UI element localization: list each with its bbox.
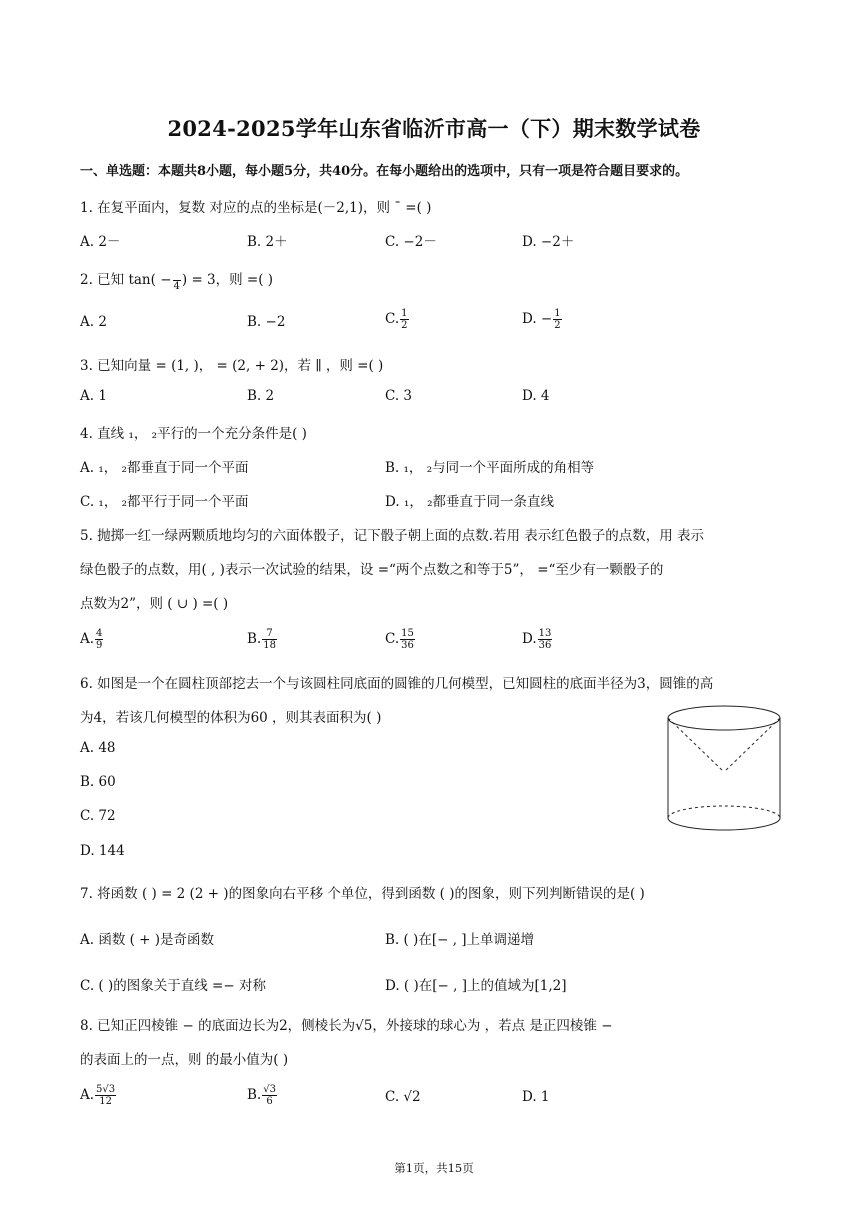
q4-option-c: C. ₁， ₂都平行于同一个平面	[80, 494, 249, 510]
question-5-line-2: 绿色骰子的点数，用( , )表示一次试验的结果，设 =“两个点数之和等于5”， =“至少有一颗骰子的	[80, 562, 664, 578]
q7-option-a: A. 函数 ( + )是奇函数	[80, 932, 215, 948]
q2-stem-part-a: 2. 已知 tan( −	[80, 272, 172, 288]
q5-option-c: C. $\frac{15}{36}$	[385, 628, 414, 651]
q2-option-d	[522, 308, 563, 331]
q5-option-d: D. $\frac{13}{36}$	[522, 628, 552, 651]
question-5-line-3: 点数为2”，则 ( ∪ ) =( )	[80, 596, 229, 612]
question-5-line-1: 5. 抛掷一红一绿两颗质地均匀的六面体骰子，记下骰子朝上面的点数.若用 表示红色骰子的点数，用 表示	[80, 528, 705, 544]
q2-option-c	[385, 308, 410, 331]
cone-right-slant	[724, 718, 780, 772]
q5-b-num: 7	[262, 628, 277, 640]
q5-a-num: 4	[96, 628, 103, 639]
q8-option-d: D. 1	[522, 1089, 550, 1105]
question-1-stem: 1. 在复平面内，复数 对应的点的坐标是(－2,1)，则 ¯ =( )	[80, 200, 432, 216]
q2-d-label: D. −	[522, 311, 553, 327]
q7-option-b: B. ( )在[− , ]上单调递增	[385, 932, 535, 948]
question-4-stem: 4. 直线 ₁， ₂平行的一个充分条件是( )	[80, 426, 307, 442]
q1-option-c: C. −2－	[385, 234, 437, 250]
q5-a-den: 9	[96, 640, 103, 651]
q3-option-a: A. 1	[80, 388, 107, 404]
cylinder-bottom-back	[668, 806, 780, 818]
q4-option-b: B. ₁， ₂与同一个平面所成的角相等	[385, 460, 595, 476]
question-8-line-1: 8. 已知正四棱锥 − 的底面边长为2，侧棱长为√5，外接球的球心为 ，若点 是正四棱锥 −	[80, 1018, 613, 1034]
q1-option-a: A. 2－	[80, 234, 121, 250]
q2-option-b: B. −2	[247, 314, 286, 330]
q6-option-c: C. 72	[80, 808, 116, 824]
page-footer: 第1页，共15页	[394, 1161, 474, 1175]
q2-c-den: 2	[401, 320, 408, 331]
q8-b-den: 6	[266, 1096, 273, 1107]
q5-d-den: 36	[538, 640, 552, 651]
question-7-stem: 7. 将函数 ( ) = 2 (2 + )的图象向右平移 个单位，得到函数 ( )的图象，则下列判断错误的是( )	[80, 886, 645, 902]
q2-c-num: 1	[401, 308, 408, 319]
q7-option-c: C. ( )的图象关于直线 =− 对称	[80, 978, 266, 994]
cylinder-top-ellipse	[668, 706, 780, 730]
q4-option-a: A. ₁， ₂都垂直于同一个平面	[80, 460, 249, 476]
q3-option-c: C. 3	[385, 388, 413, 404]
q8-a-num: 5√3	[96, 1084, 116, 1095]
section-heading: 一、单选题：本题共8小题，每小题5分，共40分。在每小题给出的选项中，只有一项是符合题目要求的。	[80, 164, 689, 179]
question-6-line-1: 6. 如图是一个在圆柱顶部挖去一个与该圆柱同底面的圆锥的几何模型，已知圆柱的底面半径为3，圆锥的高	[80, 676, 714, 692]
q1-option-b: B. 2＋	[247, 234, 288, 250]
cone-left-slant	[668, 718, 724, 772]
question-6-line-2: 为4，若该几何模型的体积为60 ，则其表面积为( )	[80, 710, 382, 726]
q8-a-label: A.	[80, 1087, 95, 1103]
q2-stem-part-b: ) = 3，则 =( )	[181, 272, 274, 288]
q2-d-num: 1	[554, 308, 561, 319]
q2-frac-num	[173, 269, 181, 281]
question-2-stem	[80, 268, 273, 292]
q5-c-den: 36	[401, 640, 414, 651]
q5-c-num: 15	[401, 628, 414, 639]
q5-b-den: 18	[263, 640, 276, 651]
q6-option-a: A. 48	[80, 740, 116, 756]
q8-b-num: √3	[263, 1084, 276, 1095]
q2-option-a: A. 2	[80, 314, 107, 330]
q3-option-b: B. 2	[247, 388, 275, 404]
q6-option-b: B. 60	[80, 774, 116, 790]
q8-option-a	[80, 1084, 117, 1107]
q2-c-label: C.	[385, 311, 400, 327]
q8-option-b	[247, 1084, 278, 1107]
q1-option-d: D. −2＋	[522, 234, 575, 250]
q7-option-d: D. ( )在[− , ]上的值域为[1,2]	[385, 978, 567, 994]
q4-option-d: D. ₁， ₂都垂直于同一条直线	[385, 494, 555, 510]
q2-frac-den: 4	[173, 281, 180, 292]
q2-d-den: 2	[554, 320, 561, 331]
q5-d-num: 13	[538, 628, 552, 639]
q8-b-label: B.	[247, 1087, 262, 1103]
q3-option-d: D. 4	[522, 388, 550, 404]
q2-fraction	[173, 269, 181, 292]
q5-option-a: A. $\frac{4}{9}$	[80, 628, 103, 651]
question-8-line-2: 的表面上的一点，则 的最小值为( )	[80, 1052, 289, 1068]
page-title: 2024-2025学年山东省临沂市高一（下）期末数学试卷	[167, 116, 701, 141]
q8-option-c: C. √2	[385, 1089, 421, 1105]
q5-option-b: B. $\frac{7}{18}$	[247, 628, 276, 651]
q8-a-den: 12	[99, 1096, 112, 1107]
q6-option-d: D. 144	[80, 843, 125, 859]
question-3-stem: 3. 已知向量 = (1, )， = (2, + 2)，若 ∥ ，则 =( )	[80, 358, 384, 374]
cylinder-bottom-front	[668, 818, 780, 830]
cylinder-cone-figure	[660, 700, 788, 836]
